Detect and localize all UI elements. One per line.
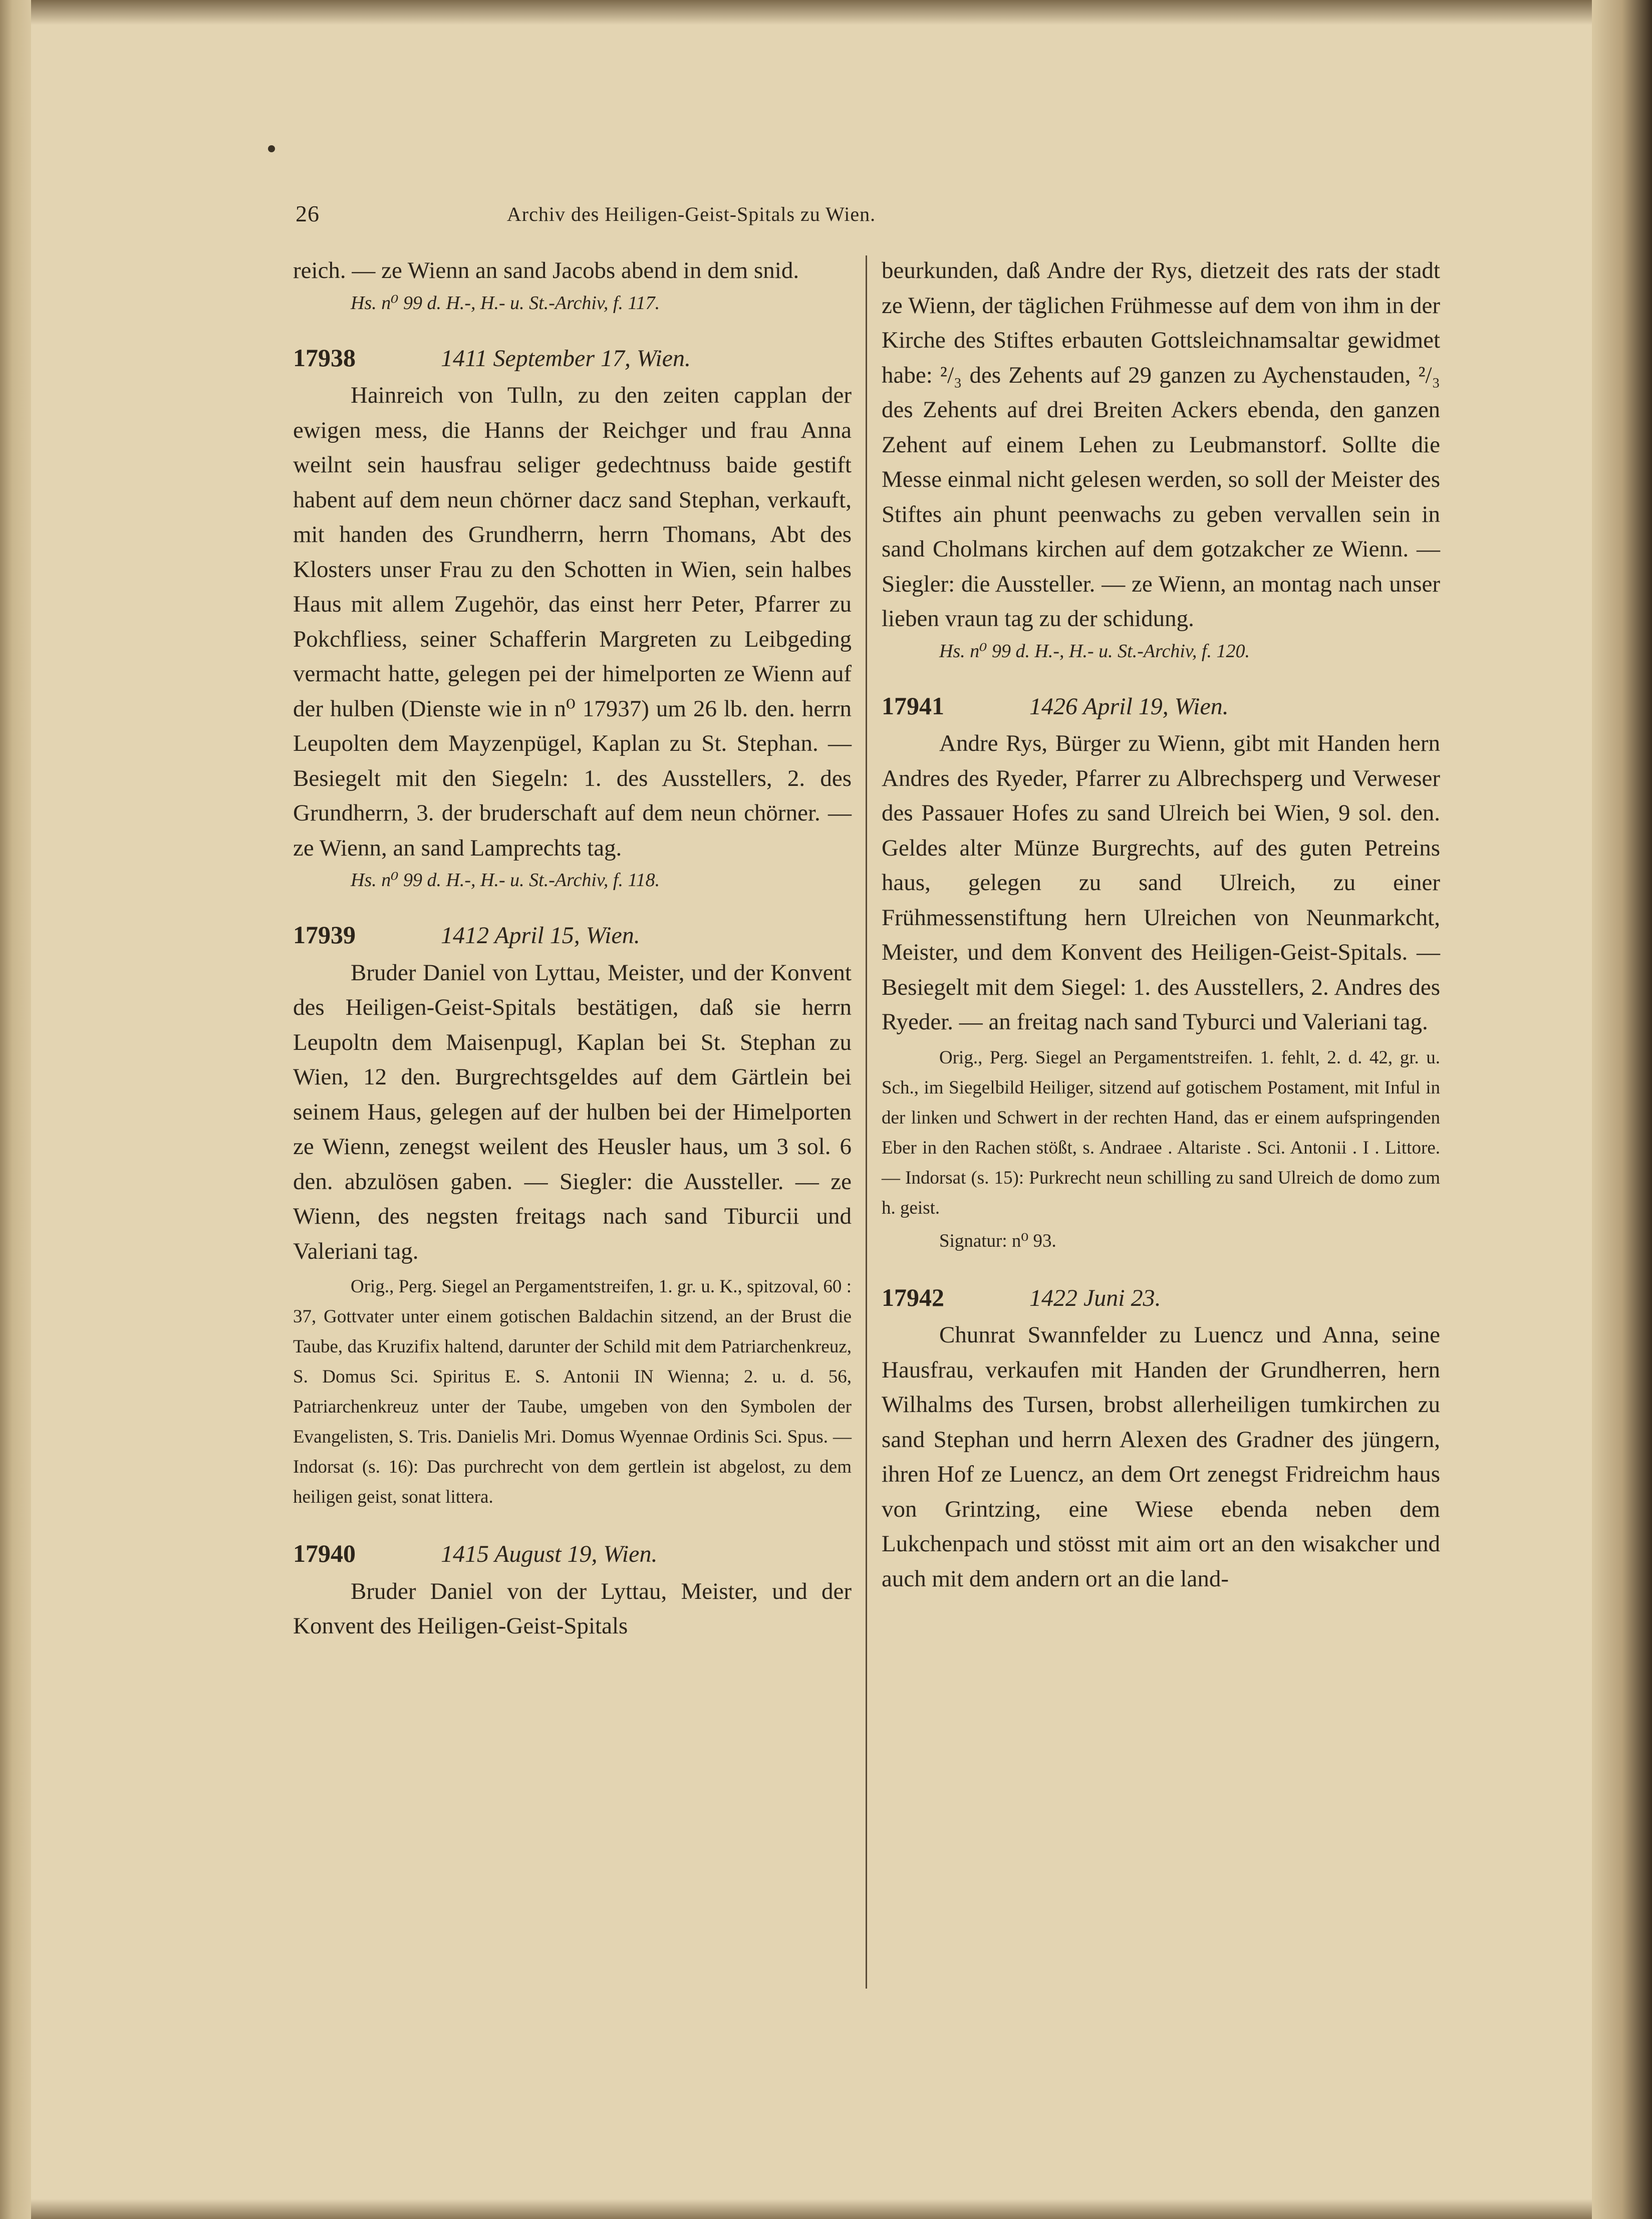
entry-number: 17939 [293,921,356,949]
continuation-text: reich. — ze Wienn an sand Jacobs abend in dem snid. [293,257,799,284]
entry-text-17938: Hainreich von Tulln, zu den zeiten capplan der ewigen mess, die Hanns der Reichger und frau Anna weilnt sein hausfrau seliger gedechtnuss baide gestift habent auf dem neun chörner dacz sand Stephan, verkauft, mit handen des Grundherrn, herrn Thomans, Abt des Klosters unser Frau zu den Schotten in Wien, sein halbes Haus mit allem Zugehör, das einst herr Peter, Pfarrer zu Pokchfliess, seiner Schafferin Margreten zu Leibgeding vermacht hatte, gelegen pei der himelporten ze Wienn auf der hulben (Dienste wie in n⁰ 17937) um 26 lb. den. herrn Leupolten dem Mayzenpügel, Kaplan zu St. Stephan. — Besiegelt mit den Siegeln: 1. des Ausstellers, 2. des Grundherrn, 3. der bruderschaft auf dem neun chörner. — ze Wienn, an sand Lamprechts tag. [293,382,852,861]
entry-number: 17941 [882,691,944,720]
entry-date: 1415 August 19, Wien. [441,1541,658,1567]
entry-heading-17940 [293,1536,852,1572]
entry-date: 1411 September 17, Wien. [441,345,691,372]
book-edge-right [1592,0,1652,2219]
entry-heading-17941 [882,689,1440,725]
entry-text-17939: Bruder Daniel von Lyttau, Meister, und der Konvent des Heiligen-Geist-Spitals bestätigen, daß sie herrn Leupoltn dem Maisenpugl, Kaplan bei St. Stephan zu Wien, 12 den. Burgrechtsgeldes auf dem Gärtlein bei seinem Haus, gelegen auf der hulben bei der Himelporten ze Wienn, zenegst weilent des Heusler haus, um 3 sol. 6 den. abzulösen gaben. — Siegler: die Aussteller. — ze Wienn, des negsten freitags nach sand Tiburcii und Valeriani tag. [293,959,852,1264]
source-reference: Hs. n⁰ 99 d. H.-, H.- u. St.-Archiv, f. 117. [351,292,660,314]
page-top-shade [31,0,1592,25]
page-title: Archiv des Heiligen-Geist-Spitals zu Wien. [506,203,876,225]
page-number: 26 [296,201,320,226]
continuation-text: beurkunden, daß Andre der Rys, dietzeit des rats der stadt ze Wienn, der täglichen Frühmesse auf dem von ihm in der Kirche des Stiftes erbauten Gottsleichnamsaltar gewidmet habe: ²/₃ des Zehents auf 29 ganzen zu Aychenstauden, ²/₃ des Zehents auf drei Breiten Ackers ebenda, den ganzen Zehent auf einem Lehen zu Leubmanstorf. Sollte die Messe einmal nicht gelesen werden, so soll der Meister des Stiftes ain phunt peenwachs zu geben vervallen sein in sand Cholmans kirchen auf dem gotzakcher ze Wienn. — Siegler: die Aussteller. — ze Wienn, an montag nach unser lieben vraun tag zu der schidung. [882,257,1440,632]
source-reference: Hs. n⁰ 99 d. H.-, H.- u. St.-Archiv, f. 120. [939,640,1250,662]
entry-heading-17939 [293,918,852,954]
entry-number: 17940 [293,1539,356,1567]
left-column [293,253,852,1987]
archival-note-17941: Orig., Perg. Siegel an Pergamentstreifen. 1. fehlt, 2. d. 42, gr. u. Sch., im Siegelbild Heiliger, sitzend auf gotischem Postament, mit Inful in der linken und Schwert in der rechten Hand, das er einem aufspringenden Eber in den Rachen stößt, s. Andraee . Altariste . Sci. Antonii . I . Littore. — Indorsat (s. 15): Purkrecht neun schilling zu sand Ulreich de domo zum h. geist. [882,1047,1440,1218]
entry-date: 1412 April 15, Wien. [441,922,640,949]
running-head [296,200,1087,230]
entry-text-17942: Chunrat Swannfelder zu Luencz und Anna, seine Hausfrau, verkaufen mit Handen der Grundherren, hern Wilhalms des Tursen, brobst allerheiligen tumkirchen zu sand Stephan und herrn Alexen des Gradner des jüngern, ihren Hof ze Luencz, an dem Ort zenegst Fridreichm haus von Grintzing, eine Wiese ebenda neben dem Lukchenpach und stösst mit aim ort an den wisakcher und auch mit dem andern ort an die land- [882,1322,1440,1592]
archival-note-17939: Orig., Perg. Siegel an Pergamentstreifen, 1. gr. u. K., spitzoval, 60 : 37, Gottvater unter einem gotischen Baldachin sitzend, an der Brust die Taube, das Kruzifix haltend, darunter der Schild mit dem Patriarchenkreuz, S. Domus Sci. Spiritus E. S. Antonii IN Wienna; 2. u. d. 56, Patriarchenkreuz unter der Taube, umgeben von den Symbolen der Evangelisten, S. Tris. Danielis Mri. Domus Wyennae Ordinis Sci. Spus. — Indorsat (s. 16): Das purchrecht von dem gertlein ist abgelost, zu dem heiligen geist, sonat littera. [293,1276,852,1507]
book-edge-left [0,0,31,2219]
entry-heading-17942 [882,1280,1440,1316]
source-reference: Hs. n⁰ 99 d. H.-, H.- u. St.-Archiv, f. 118. [351,870,660,891]
page-bottom-shade [31,2199,1592,2219]
entry-date: 1422 Juni 23. [1029,1284,1161,1311]
entry-heading-17938 [293,341,852,377]
entry-text-17941: Andre Rys, Bürger zu Wienn, gibt mit Handen hern Andres des Ryeder, Pfarrer zu Albrechsperg und Verweser des Passauer Hofes zu sand Ulreich bei Wien, 9 sol. den. Geldes alter Münze Burgrechts, auf des guten Petreins haus, gelegen zu sand Ulreich, zu einer Frühmessenstiftung hern Ulreichen von Neunmarkcht, Meister, und dem Konvent des Heiligen-Geist-Spitals. — Besiegelt mit dem Siegel: 1. des Ausstellers, 2. Andres des Ryeder. — an freitag nach sand Tyburci und Valeriani tag. [882,730,1440,1035]
page-mark [268,145,275,152]
signature-note: Signatur: n⁰ 93. [939,1230,1056,1251]
right-column [882,253,1440,1987]
entry-date: 1426 April 19, Wien. [1029,693,1229,720]
entry-text-17940: Bruder Daniel von der Lyttau, Meister, und der Konvent des Heiligen-Geist-Spitals [293,1578,852,1639]
column-divider [866,255,867,1989]
entry-number: 17938 [293,343,356,372]
entry-number: 17942 [882,1283,944,1311]
